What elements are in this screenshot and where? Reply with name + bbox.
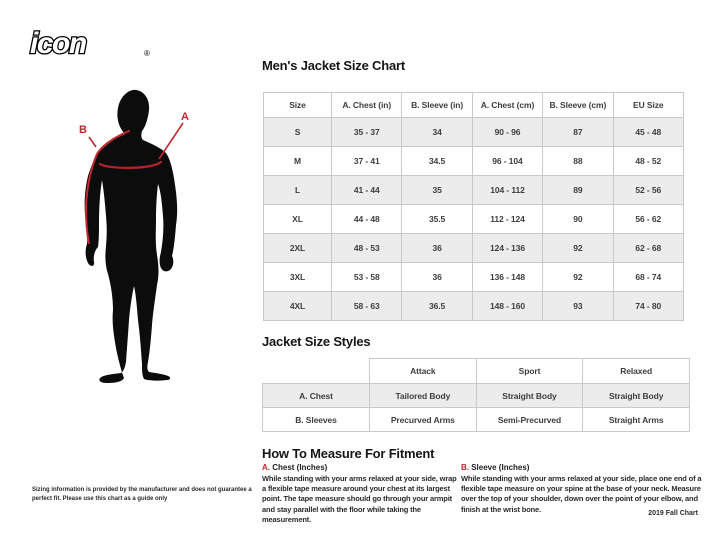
cell: 35.5 [402,205,472,234]
cell: 35 - 37 [332,118,402,147]
cell: 112 - 124 [472,205,542,234]
cell: 44 - 48 [332,205,402,234]
cell: 96 - 104 [472,147,542,176]
table-row [264,292,684,321]
cell: 148 - 160 [472,292,542,321]
label-b: B [79,124,87,136]
cell: XL [264,205,332,234]
cell: 4XL [264,292,332,321]
header-row [263,359,690,384]
cell: 136 - 148 [472,263,542,292]
measure-sleeve-heading [461,463,709,472]
cell: 36.5 [402,292,472,321]
table-row [264,147,684,176]
column-header: Size [264,93,332,118]
size-chart-table [263,92,684,321]
table-row [263,408,690,432]
measure-chest-label: A. [262,463,270,472]
icon-logo-text: icon [30,27,86,60]
table-row [264,176,684,205]
column-header: B. Sleeve (in) [402,93,472,118]
cell: L [264,176,332,205]
label-a: A [181,111,189,123]
cell: Straight Body [476,384,583,408]
column-header: Relaxed [583,359,690,384]
cell: 36 [402,263,472,292]
cell: 53 - 58 [332,263,402,292]
cell: 58 - 63 [332,292,402,321]
table-row [264,263,684,292]
column-header: B. Sleeve (cm) [543,93,613,118]
measure-chest-instructions: While standing with your arms relaxed at your side, wrap a flexible tape measure around your chest at its largest point. The tape measure should go through your armpit and stay parallel with the floor while taking the measurement. [262,474,457,524]
style-chart-title: Jacket Size Styles [262,334,371,349]
table-row [263,384,690,408]
cell: 68 - 74 [613,263,683,292]
column-header: Sport [476,359,583,384]
cell: 88 [543,147,613,176]
cell: 37 - 41 [332,147,402,176]
cell: 62 - 68 [613,234,683,263]
sizing-disclaimer: Sizing information is provided by the manufacturer and does not guarantee a perfect fit. Please use this chart as a guide only [32,487,252,502]
chart-version: 2019 Fall Chart [648,510,698,517]
cell: S [264,118,332,147]
cell: 56 - 62 [613,205,683,234]
cell: 34 [402,118,472,147]
cell: 36 [402,234,472,263]
cell: A. Chest [263,384,370,408]
cell: 92 [543,263,613,292]
cell: Straight Body [583,384,690,408]
cell: M [264,147,332,176]
cell: 35 [402,176,472,205]
cell: Tailored Body [370,384,477,408]
style-chart-table [262,358,690,432]
column-header: A. Chest (in) [332,93,402,118]
cell: 45 - 48 [613,118,683,147]
cell: 124 - 136 [472,234,542,263]
measure-sleeve-heading-text: Sleeve (Inches) [469,463,530,472]
cell: 34.5 [402,147,472,176]
icon-logo [28,26,158,65]
table-row [264,234,684,263]
cell: 52 - 56 [613,176,683,205]
column-header [263,359,370,384]
icon-logo-graphic [28,26,158,60]
measure-chest-section [262,463,460,525]
measure-sleeve-instructions: While standing with your arms relaxed at your side, place one end of a flexible tape measure on your spine at the base of your neck. Measure over the top of your shoulder, down over the point of your elbow, and finish at the wrist bone. [461,474,702,514]
cell: Precurved Arms [370,408,477,432]
measure-section-title: How To Measure For Fitment [262,446,435,461]
cell: 48 - 53 [332,234,402,263]
label-a-leader-line [159,123,183,159]
cell: 2XL [264,234,332,263]
cell: Straight Arms [583,408,690,432]
size-chart-title: Men's Jacket Size Chart [262,58,405,73]
table-row [264,118,684,147]
cell: 87 [543,118,613,147]
cell: 41 - 44 [332,176,402,205]
measure-sleeve-section [461,463,709,515]
column-header: Attack [370,359,477,384]
measure-chest-heading-text: Chest (Inches) [270,463,328,472]
registered-trademark-icon: ® [144,49,150,58]
column-header: A. Chest (cm) [472,93,542,118]
cell: 3XL [264,263,332,292]
table-row [264,205,684,234]
cell: 93 [543,292,613,321]
measure-sleeve-label: B. [461,463,469,472]
cell: B. Sleeves [263,408,370,432]
label-b-leader-line [89,137,96,147]
cell: 89 [543,176,613,205]
silhouette-body [85,90,178,383]
measure-chest-heading [262,463,460,472]
cell: 48 - 52 [613,147,683,176]
cell: 74 - 80 [613,292,683,321]
cell: 104 - 112 [472,176,542,205]
male-silhouette-figure [55,80,255,445]
header-row [264,93,684,118]
column-header: EU Size [613,93,683,118]
cell: 90 [543,205,613,234]
silhouette-graphic [55,80,255,440]
cell: Semi-Precurved [476,408,583,432]
cell: 90 - 96 [472,118,542,147]
cell: 92 [543,234,613,263]
